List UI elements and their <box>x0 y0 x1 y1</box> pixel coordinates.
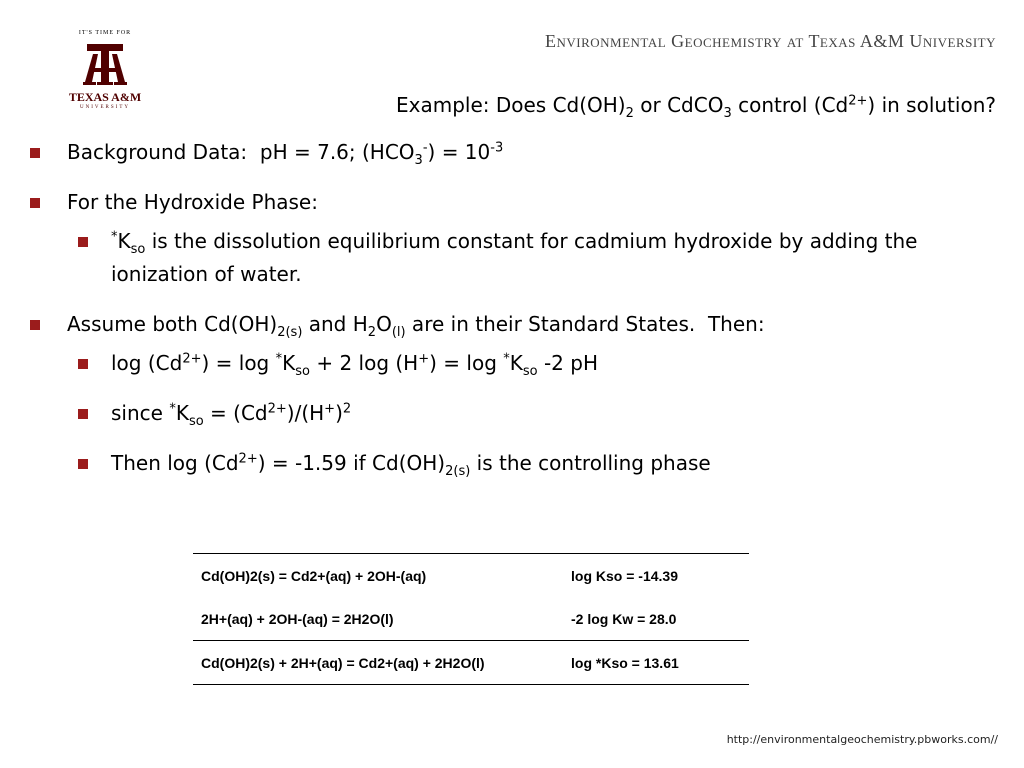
bullet-text: Assume both $Cd(OH)_{2(s)}$ and $H_2O_{(l)}$ are in their Standard States. Then: <box>67 312 765 340</box>
table-row <box>193 597 749 641</box>
bullet-hydroxide-phase <box>30 186 1010 219</box>
reaction-table <box>193 553 749 685</box>
bullet-square-icon <box>78 409 88 419</box>
table-row <box>193 641 749 685</box>
bullet-text: Background Data: pH = 7.6; $(HCO_3^-) = 10^{-3}$ <box>67 140 504 168</box>
logo-tagline: IT'S TIME FOR <box>78 30 132 36</box>
logo-wordmark: TEXAS A&M <box>68 90 142 104</box>
bullet-square-icon <box>78 459 88 469</box>
bullet-standard-states <box>30 308 1010 341</box>
reaction-cell: Cd(OH)2(s) + 2H+(aq) = Cd2+(aq) + 2H2O(l) <box>193 641 561 685</box>
slide-title: Example: Does $Cd(OH)_2$ or CdCO$_3$ control $(Cd^{2+})$ in solution? <box>395 93 996 121</box>
bullet-text: since $^*K_{so} = (Cd^{2+})/(H^+)^2$ <box>111 401 352 429</box>
constant-cell: log Kso = -14.39 <box>561 554 749 598</box>
bullet-controlling-phase <box>78 447 1010 480</box>
bullet-list <box>30 136 1010 497</box>
constant-cell: -2 log Kw = 28.0 <box>571 610 677 627</box>
bullet-text: For the Hydroxide Phase: <box>67 190 318 214</box>
footer-url: http://environmentalgeochemistry.pbworks.com// <box>726 733 998 746</box>
reaction-cell: 2H+(aq) + 2OH-(aq) = 2H2O(l) <box>201 610 394 627</box>
bullet-kso-definition <box>78 225 1010 291</box>
atm-logo-icon <box>83 40 127 88</box>
bullet-square-icon <box>78 359 88 369</box>
bullet-square-icon <box>30 320 40 330</box>
bullet-text: $\log (Cd^{2+}) = \log ^*K_{so} + 2$ $\log (H^+) = \log ^*K_{so}$ -2 pH <box>111 351 598 379</box>
bullet-square-icon <box>78 237 88 247</box>
header-title: Environmental Geochemistry at Texas A&M University <box>544 31 996 51</box>
bullet-square-icon <box>30 148 40 158</box>
constant-cell: log *Kso = 13.61 <box>561 641 749 685</box>
bullet-log-cd-equation <box>78 347 1010 380</box>
reaction-cell: Cd(OH)2(s) = Cd2+(aq) + 2OH-(aq) <box>193 554 561 598</box>
bullet-background-data <box>30 136 1010 169</box>
bullet-square-icon <box>30 198 40 208</box>
bullet-text: Then $\log (Cd^{2+}) = -1.59$ if $Cd(OH)_{2(s)}$ is the controlling phase <box>111 451 711 479</box>
bullet-text: $^*K_{so}$ is the dissolution equilibrium constant for cadmium hydroxide by adding the ionization of water. <box>111 229 918 286</box>
tamu-logo <box>62 30 148 116</box>
bullet-since-kso <box>78 397 1010 430</box>
logo-wordmark-sub: UNIVERSITY <box>80 105 130 110</box>
table-row <box>193 554 749 598</box>
